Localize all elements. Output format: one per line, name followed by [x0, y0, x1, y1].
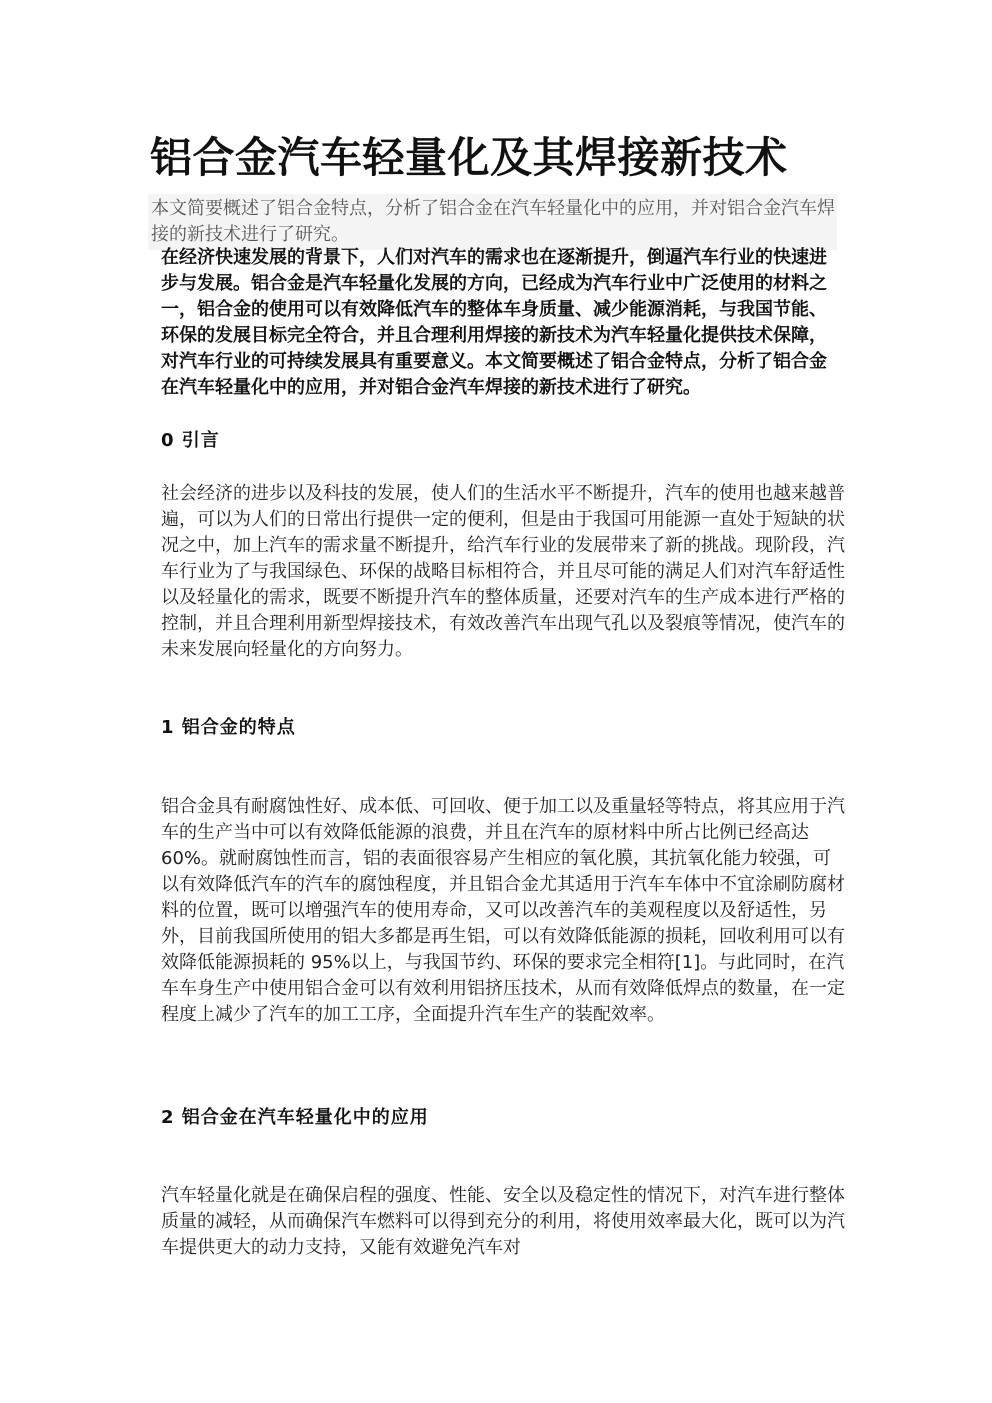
section-body-characteristics: 铝合金具有耐腐蚀性好、成本低、可回收、便于加工以及重量轻等特点，将其应用于汽车的生产当中可以有效降低能源的浪费，并且在汽车的原材料中所占比例已经高达 60%。就耐腐蚀性而言，铝的表面很容易产生相应的氧化膜，其抗氧化能力较强，可以有效降低汽车的汽车的腐蚀程度，并且铝合金尤其适用于汽车车体中不宜涂刷防腐材料的位置，既可以增强汽车的使用寿命，又可以改善汽车的美观程度以及舒适性，另外，目前我国所使用的铝大多都是再生铝，可以有效降低能源的损耗，回收利用可以有效降低能源损耗的 95%以上，与我国节约、环保的要求完全相符[1]。与此同时，在汽车车身生产中使用铝合金可以有效利用铝挤压技术，从而有效降低焊点的数量，在一定程度上减少了汽车的加工工序，全面提升汽车生产的装配效率。 — [161, 796, 845, 1025]
section-heading-characteristics: 1 铝合金的特点 — [161, 717, 296, 738]
section-heading-introduction: 0 引言 — [161, 430, 220, 451]
section-heading-application: 2 铝合金在汽车轻量化中的应用 — [161, 1107, 429, 1128]
document-title: 铝合金汽车轻量化及其焊接新技术 — [150, 133, 788, 182]
section-body-application: 汽车轻量化就是在确保启程的强度、性能、安全以及稳定性的情况下，对汽车进行整体质量的减轻，从而确保汽车燃料可以得到充分的利用，将使用效率最大化，既可以为汽车提供更大的动力支持，又能有效避免汽车对 — [161, 1185, 845, 1258]
summary-block: 本文简要概述了铝合金特点，分析了铝合金在汽车轻量化中的应用，并对铝合金汽车焊接的新技术进行了研究。 — [148, 194, 837, 250]
abstract-paragraph: 在经济快速发展的背景下，人们对汽车的需求也在逐渐提升，倒逼汽车行业的快速进步与发展。铝合金是汽车轻量化发展的方向，已经成为汽车行业中广泛使用的材料之一，铝合金的使用可以有效降低汽车的整体车身质量、减少能源消耗，与我国节能、环保的发展目标完全符合，并且合理利用焊接的新技术为汽车轻量化提供技术保障，对汽车行业的可持续发展具有重要意义。本文简要概述了铝合金特点，分析了铝合金在汽车轻量化中的应用，并对铝合金汽车焊接的新技术进行了研究。 — [161, 247, 827, 398]
section-body-introduction: 社会经济的进步以及科技的发展，使人们的生活水平不断提升，汽车的使用也越来越普遍，可以为人们的日常出行提供一定的便利，但是由于我国可用能源一直处于短缺的状况之中，加上汽车的需求量不断提升，给汽车行业的发展带来了新的挑战。现阶段，汽车行业为了与我国绿色、环保的战略目标相符合，并且尽可能的满足人们对汽车舒适性以及轻量化的需求，既要不断提升汽车的整体质量，还要对汽车的生产成本进行严格的控制，并且合理利用新型焊接技术，有效改善汽车出现气孔以及裂痕等情况，使汽车的未来发展向轻量化的方向努力。 — [161, 483, 845, 660]
